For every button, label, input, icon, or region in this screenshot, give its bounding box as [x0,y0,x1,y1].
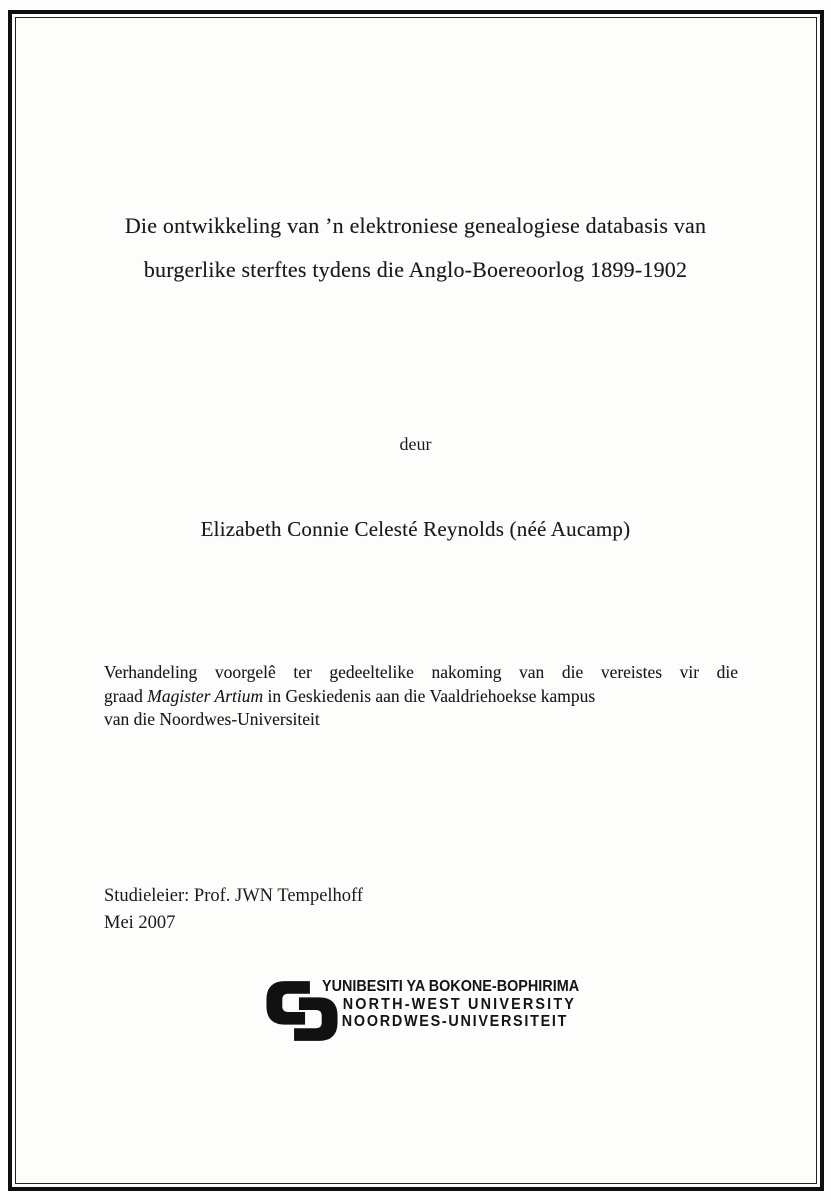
author-name: Elizabeth Connie Celesté Reynolds (néé Aucamp) [200,517,631,541]
supervisor-line: Studieleier: Prof. JWN Tempelhoff [104,886,364,906]
logo-line-english: NORTH-WEST UNIVERSITY [342,995,577,1013]
degree-statement-line-2 [104,685,738,709]
degree-name-italic: Magister Artium [147,685,264,706]
degree-statement-line-3: van die Noordwes-Universiteit [104,709,320,729]
thesis-title-line-1: Die ontwikkeling van ’n elektroniese genealogiese databasis van [124,213,707,238]
byline-deur: deur [399,434,432,454]
logo-line-afrikaans: NOORDWES-UNIVERSITEIT [341,1013,569,1030]
degree-statement [104,661,738,732]
nwu-logo-text [322,978,579,1031]
degree-statement-line-2-pre: graad [104,685,148,706]
thesis-title-line-2: burgerlike sterftes tydens die Anglo-Boereoorlog 1899-1902 [143,257,688,282]
degree-statement-line-1: Verhandeling voorgelê ter gedeeltelike nakoming van die vereistes vir die [104,662,738,682]
date-line: Mei 2007 [104,913,176,933]
thesis-title [40,204,791,292]
degree-statement-line-2-post: in Geskiedenis aan die Vaaldriehoekse kampus [263,685,596,706]
logo-line-setswana: YUNIBESITI YA BOKONE-BOPHIRIMA [322,978,580,995]
